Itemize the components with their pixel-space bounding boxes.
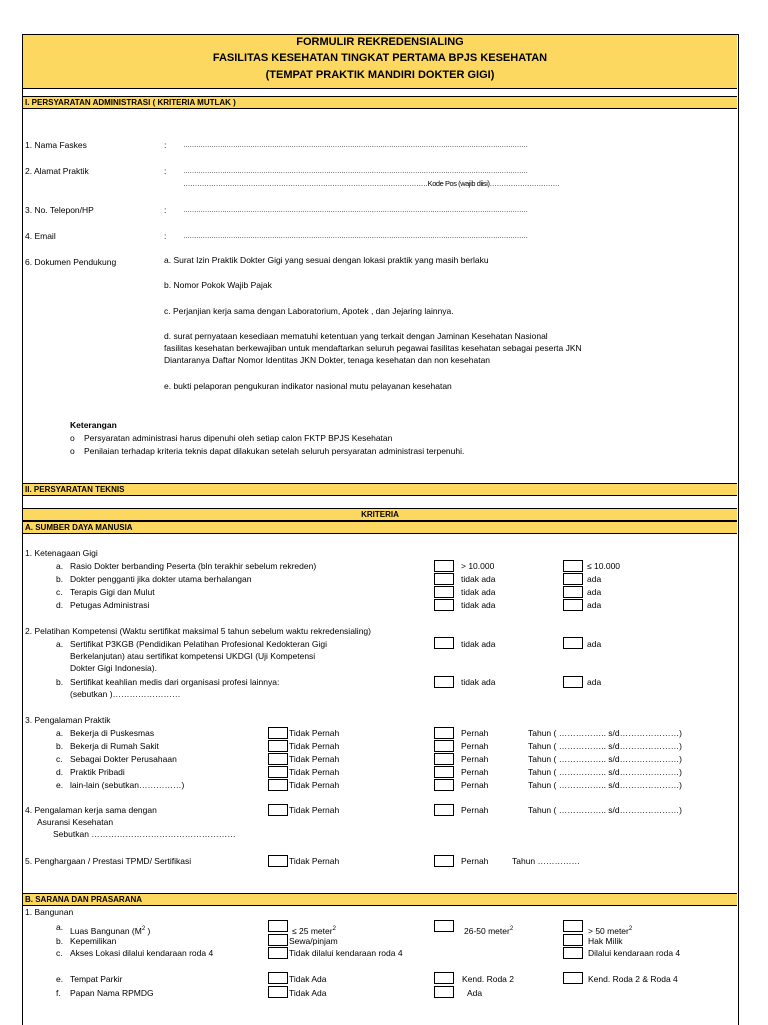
checkbox[interactable] [563, 637, 583, 649]
checkbox[interactable] [434, 676, 454, 688]
checkbox[interactable] [434, 855, 454, 867]
row-letter: d. [56, 600, 64, 610]
option-label: Dilalui kendaraan roda 4 [588, 948, 681, 958]
option-label: Tidak Pernah [289, 856, 340, 866]
option-label: Tidak Ada [289, 974, 327, 984]
checkbox[interactable] [268, 920, 288, 932]
option-label: ada [587, 639, 602, 649]
checkbox[interactable] [563, 934, 583, 946]
row-letter: c. [56, 754, 63, 764]
option-label: Sewa/pinjam [289, 936, 338, 946]
row-letter: e. [56, 780, 64, 790]
section1-header [23, 96, 737, 109]
section2-header-text: II. PERSYARATAN TEKNIS [25, 485, 125, 494]
option-label: Pernah [461, 767, 489, 777]
field-input-alamat-kodepos[interactable]: ……………………………………………………………………………………………Kode Pos (wajib diisi)………………………… [183, 179, 560, 188]
tahun-field[interactable]: Tahun ( …………….. s/d…………………) [528, 780, 682, 790]
option-label: > 50 meter$^2$ [588, 925, 633, 936]
checkbox[interactable] [434, 740, 454, 752]
checkbox[interactable] [268, 804, 288, 816]
option-label: Hak Milik [588, 936, 623, 946]
option-label: ada [587, 587, 602, 597]
row-letter: a. [56, 728, 64, 738]
keterangan-item: Persyaratan administrasi harus dipenuhi oleh setiap calon FKTP BPJS Kesehatan [84, 433, 393, 443]
option-label: tidak ada [461, 587, 496, 597]
option-label: Pernah [461, 780, 489, 790]
checkbox[interactable] [563, 947, 583, 959]
option-label: Tidak Ada [289, 988, 327, 998]
checkbox[interactable] [434, 586, 454, 598]
field-colon: : [164, 205, 167, 215]
option-label: tidak ada [461, 600, 496, 610]
penghargaan-label: 5. Penghargaan / Prestasi TPMD/ Sertifikasi [25, 856, 192, 866]
field-input-alamat[interactable]: …………………………………………………………………………………………………………………………………………… [183, 168, 528, 175]
field-label-alamat: 2. Alamat Praktik [25, 166, 89, 176]
row-letter: a. [56, 561, 64, 571]
option-label: 26-50 meter$^2$ [464, 925, 514, 936]
option-label: Tidak Pernah [289, 728, 340, 738]
kerjasama-line2: Asuransi Kesehatan [37, 817, 114, 827]
checkbox[interactable] [434, 599, 454, 611]
checkbox[interactable] [434, 766, 454, 778]
row-letter: e. [56, 974, 64, 984]
row-letter: a. [56, 639, 64, 649]
ketenagaan-row-label: Terapis Gigi dan Mulut [70, 587, 155, 597]
row-letter: d. [56, 767, 64, 777]
option-label: Pernah [461, 856, 489, 866]
option-label: Tidak Pernah [289, 741, 340, 751]
checkbox[interactable] [434, 804, 454, 816]
field-colon: : [164, 231, 167, 241]
bullet-icon: o [70, 446, 75, 456]
form-title-line1: FORMULIR REKREDENSIALING [296, 36, 464, 48]
section1-header-text: I. PERSYARATAN ADMINISTRASI ( KRITERIA MUTLAK ) [25, 98, 236, 107]
section2-header [23, 483, 737, 496]
field-colon: : [164, 140, 167, 150]
option-label: Kend. Roda 2 & Roda 4 [588, 974, 678, 984]
option-label: Pernah [461, 805, 489, 815]
kriteria-header [23, 508, 737, 521]
checkbox[interactable] [434, 727, 454, 739]
field-input-nama-faskes[interactable]: …………………………………………………………………………………………………………………………………………… [183, 142, 528, 149]
row-letter: b. [56, 741, 64, 751]
pelatihan-a-line: Berkelanjutan) atau sertifikat kompetensi UKDGI (Uji Kompetensi [70, 651, 316, 661]
checkbox[interactable] [434, 560, 454, 572]
field-label-email: 4. Email [25, 231, 56, 241]
bangunan-row-label: Tempat Parkir [70, 974, 123, 984]
option-label: tidak ada [461, 574, 496, 584]
row-letter: c. [56, 587, 63, 597]
sdm-header [23, 521, 737, 534]
bangunan-title: 1. Bangunan [25, 907, 74, 917]
checkbox[interactable] [268, 740, 288, 752]
option-label: ≤ 10.000 [587, 561, 621, 571]
checkbox[interactable] [563, 972, 583, 984]
row-letter: c. [56, 948, 63, 958]
tahun-field[interactable]: Tahun ( …………….. s/d…………………) [528, 728, 682, 738]
option-label: ada [587, 677, 602, 687]
field-input-telepon[interactable]: …………………………………………………………………………………………………………………………………………… [183, 207, 528, 214]
field-colon: : [164, 166, 167, 176]
pengalaman-title: 3. Pengalaman Praktik [25, 715, 111, 725]
doc-item-a: a. Surat Izin Praktik Dokter Gigi yang sesuai dengan lokasi praktik yang masih berlaku [164, 255, 489, 265]
row-letter: a. [56, 922, 64, 932]
checkbox[interactable] [268, 986, 288, 998]
ketenagaan-row-label: Petugas Administrasi [70, 600, 150, 610]
tahun-field[interactable]: Tahun ( …………….. s/d…………………) [528, 741, 682, 751]
doc-item-d-line1: d. surat pernyataan kesediaan mematuhi ketentuan yang terkait dengan Jaminan Kesehatan Nasional [164, 331, 548, 341]
pengalaman-row-label: Praktik Pribadi [70, 767, 125, 777]
kerjasama-line1: 4. Pengalaman kerja sama dengan [25, 805, 157, 815]
checkbox[interactable] [563, 573, 583, 585]
field-label-dokumen: 6. Dokumen Pendukung [25, 257, 117, 267]
option-label: tidak ada [461, 677, 496, 687]
pengalaman-row-label: Bekerja di Puskesmas [70, 728, 155, 738]
keterangan-item: Penilaian terhadap kriteria teknis dapat dilakukan setelah seluruh persyaratan administrasi terpenuhi. [84, 446, 465, 456]
row-letter: b. [56, 574, 64, 584]
checkbox[interactable] [434, 637, 454, 649]
tahun-field[interactable]: Tahun ( …………….. s/d…………………) [528, 767, 682, 777]
pengalaman-row-label: lain-lain (sebutkan……………) [70, 780, 185, 790]
checkbox[interactable] [434, 920, 454, 932]
bullet-icon: o [70, 433, 75, 443]
form-title-line2: FASILITAS KESEHATAN TINGKAT PERTAMA BPJS KESEHATAN [212, 52, 548, 64]
bangunan-row-label: Kepemilikan [70, 936, 117, 946]
checkbox[interactable] [434, 986, 454, 998]
doc-item-b: b. Nomor Pokok Wajib Pajak [164, 280, 272, 290]
sarana-header-text: B. SARANA DAN PRASARANA [25, 895, 143, 904]
kerjasama-sebutkan[interactable]: Sebutkan …………………………………………… [53, 829, 236, 839]
checkbox[interactable] [268, 855, 288, 867]
pelatihan-a-line: Sertifikat P3KGB (Pendidikan Pelatihan Profesional Kedokteran Gigi [70, 639, 328, 649]
checkbox[interactable] [434, 972, 454, 984]
checkbox[interactable] [434, 779, 454, 791]
field-label-telepon: 3. No. Telepon/HP [25, 205, 94, 215]
pengalaman-row-label: Sebagai Dokter Perusahaan [70, 754, 177, 764]
checkbox[interactable] [268, 779, 288, 791]
row-letter: b. [56, 677, 64, 687]
form-title-block [23, 35, 737, 89]
field-input-email[interactable]: …………………………………………………………………………………………………………………………………………… [183, 233, 528, 240]
checkbox[interactable] [563, 920, 583, 932]
bangunan-row-label: Luas Bangunan ($M^2$ ) [70, 925, 151, 936]
checkbox[interactable] [563, 599, 583, 611]
option-label: > 10.000 [461, 561, 495, 571]
keterangan-title: Keterangan [70, 420, 117, 430]
ketenagaan-row-label: Rasio Dokter berbanding Peserta (bln terakhir sebelum rekreden) [70, 561, 317, 571]
doc-item-e: e. bukti pelaporan pengukuran indikator nasional mutu pelayanan kesehatan [164, 381, 452, 391]
sdm-header-text: A. SUMBER DAYA MANUSIA [25, 523, 133, 532]
option-label: Tidak Pernah [289, 780, 340, 790]
checkbox[interactable] [563, 676, 583, 688]
option-label: Pernah [461, 741, 489, 751]
checkbox[interactable] [268, 934, 288, 946]
option-label: tidak ada [461, 639, 496, 649]
option-label: Pernah [461, 754, 489, 764]
option-label: Tidak Pernah [289, 767, 340, 777]
checkbox[interactable] [268, 753, 288, 765]
option-label: ada [587, 574, 602, 584]
option-label: ada [587, 600, 602, 610]
doc-item-d-line3: Diantaranya Daftar Nomor Identitas JKN Dokter, tenaga kesehatan dan non kesehatan [164, 355, 491, 365]
tahun-field[interactable]: Tahun …………… [512, 856, 581, 866]
form-title-line3: (TEMPAT PRAKTIK MANDIRI DOKTER GIGI) [265, 69, 495, 81]
doc-item-c: c. Perjanjian kerja sama dengan Laboratorium, Apotek , dan Jejaring lainnya. [164, 306, 454, 316]
checkbox[interactable] [268, 766, 288, 778]
checkbox[interactable] [434, 573, 454, 585]
field-label-nama-faskes: 1. Nama Faskes [25, 140, 87, 150]
kriteria-header-text: KRITERIA [361, 510, 399, 519]
tahun-field[interactable]: Tahun ( …………….. s/d…………………) [528, 754, 682, 764]
doc-item-d-line2: fasilitas kesehatan berkewajiban untuk mendaftarkan seluruh pegawai fasilitas kesehatan sebagai peserta JKN [164, 343, 582, 353]
checkbox[interactable] [268, 972, 288, 984]
checkbox[interactable] [563, 586, 583, 598]
checkbox[interactable] [563, 560, 583, 572]
option-label: Tidak Pernah [289, 754, 340, 764]
row-letter: b. [56, 936, 64, 946]
pelatihan-b-line: Sertifikat keahlian medis dari organisasi profesi lainnya: [70, 677, 280, 687]
pelatihan-a-line: Dokter Gigi Indonesia). [70, 663, 157, 673]
pengalaman-row-label: Bekerja di Rumah Sakit [70, 741, 159, 751]
option-label: Pernah [461, 728, 489, 738]
bangunan-row-label: Papan Nama RPMDG [70, 988, 154, 998]
checkbox[interactable] [268, 727, 288, 739]
option-label: ≤ 25 meter$^2$ [292, 925, 336, 936]
pelatihan-title: 2. Pelatihan Kompetensi (Waktu sertifikat maksimal 5 tahun sebelum waktu rekredensialing) [25, 626, 371, 636]
row-letter: f. [56, 988, 61, 998]
sarana-header [23, 893, 737, 906]
option-label: Tidak Pernah [289, 805, 340, 815]
option-label: Ada [467, 988, 483, 998]
ketenagaan-title: 1. Ketenagaan Gigi [25, 548, 98, 558]
option-label: Kend. Roda 2 [462, 974, 514, 984]
pelatihan-b-line: (sebutkan )…………………… [70, 689, 181, 699]
bangunan-row-label: Akses Lokasi dilalui kendaraan roda 4 [70, 948, 214, 958]
checkbox[interactable] [268, 947, 288, 959]
tahun-field[interactable]: Tahun ( …………….. s/d…………………) [528, 805, 682, 815]
ketenagaan-row-label: Dokter pengganti jika dokter utama berhalangan [70, 574, 252, 584]
option-label: Tidak dilalui kendaraan roda 4 [289, 948, 403, 958]
checkbox[interactable] [434, 753, 454, 765]
